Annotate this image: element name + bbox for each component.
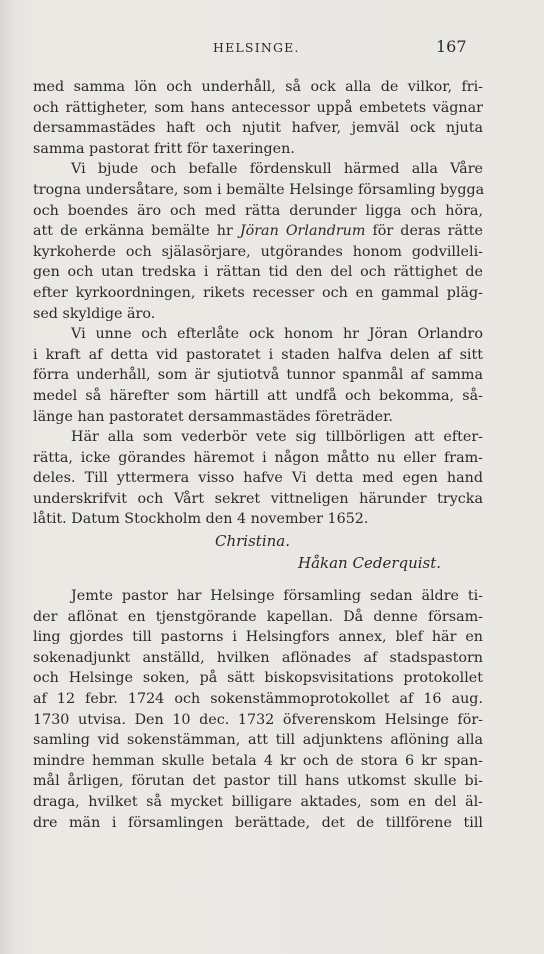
text-line: draga, hvilket så mycket billigare aktades, som en del äl-: [33, 794, 483, 810]
page-header: [0, 37, 544, 62]
text-line: Jemte pastor har Helsinge församling sedan äldre ti-: [71, 588, 483, 605]
text-line: 1730 utvisa. Den 10 dec. 1732 öfverenskom Helsinge för-: [33, 711, 483, 728]
page-number: 167: [436, 37, 467, 56]
text-line: trogna undersåtare, som i bemälte Helsinge församling bygga: [33, 181, 485, 198]
text-line: samling vid sokenstämman, att till adjunktens aflöning alla: [33, 732, 483, 749]
text-line: i kraft af detta vid pastoratet i staden halfva delen af sitt: [33, 346, 483, 363]
text-line: låtit. Datum Stockholm den 4 november 1652.: [33, 511, 369, 528]
text-line: medel så härefter som härtill att undfå och bekomma, så-: [33, 387, 483, 404]
paragraph-1: [33, 77, 483, 159]
body-text: [33, 77, 483, 833]
text-line: gen och utan tredska i rättan tid den del och rättighet de: [33, 264, 483, 281]
paragraph-4: [33, 427, 483, 530]
paragraph-gap: [33, 574, 483, 586]
text-segment: för deras rätte: [365, 223, 483, 240]
text-line: underskrifvit och Vårt sekret vittneligen härunder trycka: [33, 490, 483, 507]
paragraph-3: [33, 324, 483, 427]
text-line: Vi bjude och befalle fördenskull härmed alla Våre: [71, 161, 483, 178]
text-line: mål årligen, förutan det pastor till hans utkomst skulle bi-: [33, 773, 483, 790]
text-segment: att de erkänna bemälte hr: [33, 223, 240, 240]
signature-cederquist: Håkan Cederquist.: [298, 554, 442, 573]
text-line: och Helsinge soken, på sätt biskopsvisitations protokollet: [33, 670, 483, 687]
text-line: dersammastädes haft och njutit hafver, jemväl ock njuta: [33, 120, 483, 137]
text-line: sed skyldige äro.: [33, 305, 156, 322]
text-line: förra underhåll, som är sjutiotvå tunnor spanmål af samma: [33, 367, 483, 384]
text-line: deles. Till yttermera visso hafve Vi detta med egen hand: [33, 470, 483, 487]
signature-christina: Christina.: [215, 532, 290, 551]
paragraph-5: [33, 586, 483, 833]
text-line: sokenadjunkt anställd, hvilken aflönades af stadspastorn: [33, 649, 483, 666]
paragraph-2: [33, 159, 483, 324]
running-title: HELSINGE.: [213, 40, 300, 55]
text-line: med samma lön och underhåll, så ock alla de vilkor, fri-: [33, 79, 483, 95]
text-line: länge han pastoratet dersammastädes företräder.: [33, 408, 393, 425]
text-line: ling gjordes till pastorns i Helsingfors annex, blef här en: [33, 629, 483, 646]
text-line-with-name: [33, 221, 483, 242]
text-line: kyrkoherde och själasörjare, utgörandes honom godvilleli-: [33, 243, 483, 260]
text-line: der aflönat en tjenstgörande kapellan. Då denne försam-: [33, 608, 483, 625]
text-line: och rättigheter, som hans antecessor uppå embetets vägnar: [33, 99, 483, 116]
text-line: af 12 febr. 1724 och sokenstämmoprotokollet af 16 aug.: [33, 691, 483, 708]
text-line: och boendes äro och med rätta derunder ligga och höra,: [33, 202, 483, 219]
text-line: rätta, icke görandes häremot i någon måtto nu eller fram-: [33, 449, 483, 466]
text-line: dre män i församlingen berättade, det de tillförene till: [33, 814, 483, 831]
text-line: mindre hemman skulle betala 4 kr och de stora 6 kr span-: [33, 752, 483, 769]
text-line: Vi unne och efterlåte ock honom hr Jöran Orlandro: [71, 326, 483, 343]
italic-name: Jöran Orlandrum: [239, 223, 366, 240]
text-line: samma pastorat fritt för taxeringen.: [33, 140, 295, 157]
text-line: efter kyrkoordningen, rikets recesser och en gammal pläg-: [33, 284, 483, 301]
text-line: Här alla som vederbör vete sig tillbörligen att efter-: [71, 429, 483, 446]
